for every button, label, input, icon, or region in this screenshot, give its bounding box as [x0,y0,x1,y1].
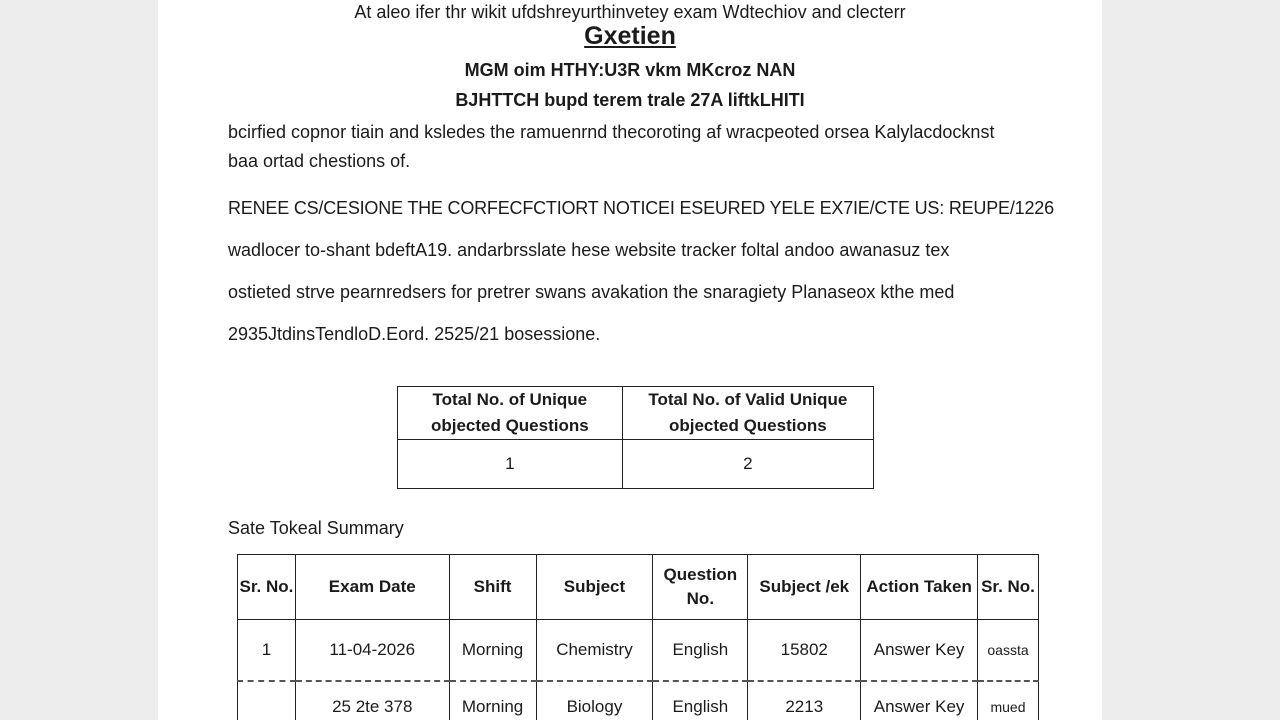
cell-sr-no-2: mued [978,681,1039,720]
detail-header-sr-no: Sr. No. [238,555,296,620]
detail-header-sr-no-2: Sr. No. [978,555,1039,620]
detail-header-question-no: Question No. [653,555,748,620]
summary-header-valid-unique: Total No. of Valid Unique objected Questions [622,387,873,440]
header-line-1: At aleo ifer thr wikit ufdshreyurthinvetey exam Wdtechiov and clecterr [354,2,906,22]
detail-header-subject: Subject [536,555,653,620]
cell-exam-date: 11-04-2026 [295,620,449,682]
cell-subject: Biology [536,681,653,720]
document-page [158,0,1102,720]
cell-sr-no-2: oassta [978,620,1039,682]
detail-table [237,554,1039,720]
body-paragraph-6: 2935JtdinsTendloD.Eord. 2525/21 bosessione. [228,324,601,344]
detail-header-action-taken: Action Taken [861,555,978,620]
summary-value-valid-unique: 2 [622,440,873,489]
summary-table [397,386,874,489]
detail-header-row [238,555,1039,620]
detail-header-shift: Shift [449,555,536,620]
cell-subject-id: 2213 [748,681,861,720]
cell-subject-id: 15802 [748,620,861,682]
cell-sr-no [238,681,296,720]
detail-header-subject-id: Subject /ek [748,555,861,620]
body-paragraph-2: baa ortad chestions of. [228,151,411,171]
body-paragraph-1: bcirfied copnor tiain and ksledes the ramuenrnd thecoroting af wracpeoted orsea Kalylacdocknst [228,122,995,142]
cell-action-taken: Answer Key [861,620,978,682]
header-line-3: MGM oim HTHY:U3R vkm MKcroz NAN [464,60,796,80]
table-row [238,681,1039,720]
summary-value-unique: 1 [398,440,623,489]
body-paragraph-4: wadlocer to-shant bdeftA19. andarbrsslate hese website tracker foltal andoo awanasuz tex [228,240,950,260]
section-label: Sate Tokeal Summary [228,518,404,538]
cell-shift: Morning [449,620,536,682]
header-line-4: BJHTTCH bupd terem trale 27A liftkLHITI [455,90,805,110]
summary-header-row [398,387,874,440]
cell-subject: Chemistry [536,620,653,682]
body-paragraph-5: ostieted strve pearnredsers for pretrer swans avakation the snaragiety Planaseox kthe med [228,282,955,302]
notice-reference-line: RENEE CS/CESIONE THE CORFECFCTIORT NOTICEI ESEURED YELE EX7IE/CTE US: REUPE/1226 [228,198,1054,218]
cell-exam-date: 25 2te 378 [295,681,449,720]
summary-value-row [398,440,874,489]
table-row [238,620,1039,682]
cell-question-no: English [653,620,748,682]
cell-question-no: English [653,681,748,720]
detail-header-exam-date: Exam Date [295,555,449,620]
cell-action-taken: Answer Key [861,681,978,720]
document-title: Gxetien [584,22,676,50]
cell-shift: Morning [449,681,536,720]
summary-header-unique: Total No. of Unique objected Questions [398,387,623,440]
cell-sr-no: 1 [238,620,296,682]
